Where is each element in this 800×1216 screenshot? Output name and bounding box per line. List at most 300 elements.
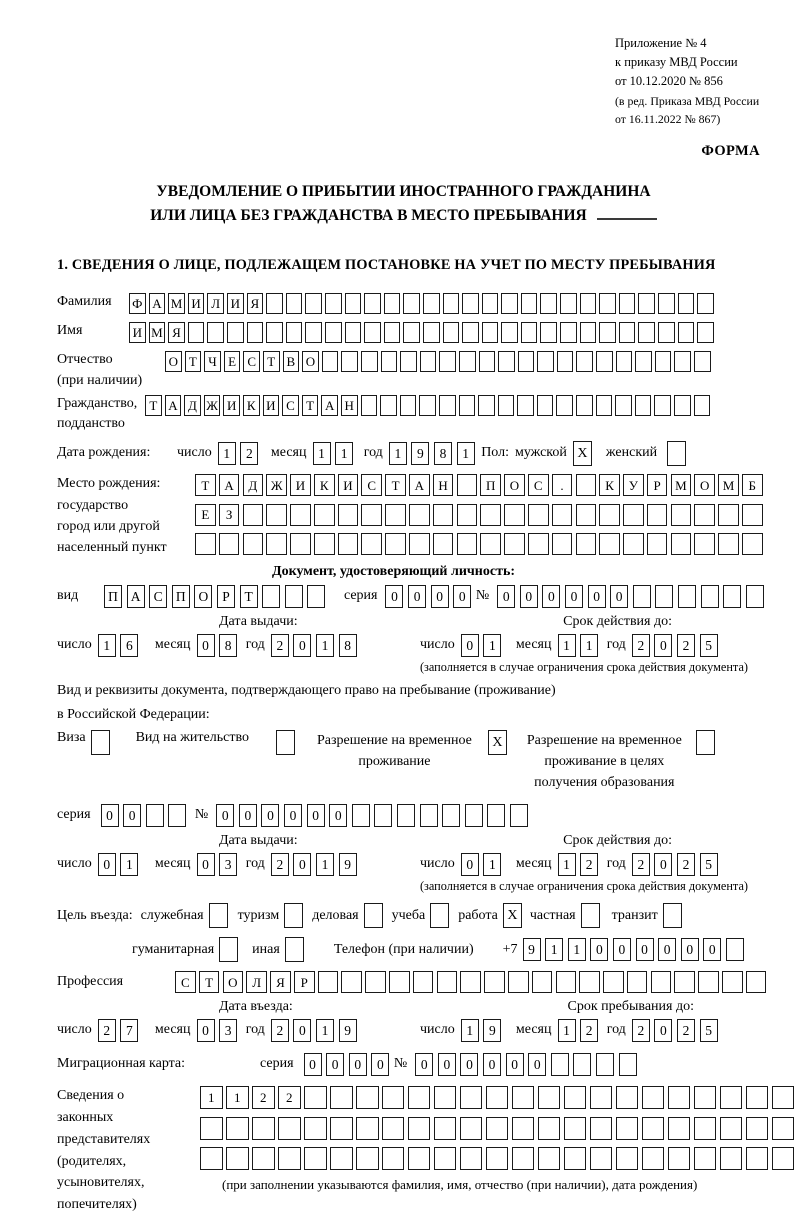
char-cell[interactable]: 0 — [408, 585, 426, 608]
char-cell[interactable]: Л — [246, 971, 267, 993]
char-cell[interactable] — [433, 533, 454, 555]
char-cell[interactable] — [528, 504, 549, 526]
char-cell[interactable] — [266, 293, 283, 314]
char-cell[interactable] — [200, 1117, 223, 1140]
char-cell[interactable] — [443, 322, 460, 343]
char-cell[interactable]: Р — [647, 474, 668, 496]
char-cell[interactable]: 0 — [304, 1053, 322, 1076]
char-cell[interactable] — [384, 322, 401, 343]
char-cell[interactable] — [658, 322, 675, 343]
char-cell[interactable] — [341, 351, 358, 372]
char-cell[interactable]: О — [165, 351, 182, 372]
char-cell[interactable]: 8 — [434, 442, 452, 465]
char-cell[interactable] — [286, 293, 303, 314]
char-cell[interactable] — [501, 293, 518, 314]
char-cell[interactable] — [742, 533, 763, 555]
char-cell[interactable] — [616, 1086, 639, 1109]
char-cell[interactable] — [304, 1147, 327, 1170]
char-cell[interactable] — [305, 322, 322, 343]
char-cell[interactable]: 0 — [197, 634, 215, 657]
char-cell[interactable] — [655, 351, 672, 372]
char-cell[interactable]: 2 — [278, 1086, 301, 1109]
char-cell[interactable]: 0 — [123, 804, 141, 827]
char-cell[interactable] — [322, 351, 339, 372]
char-cell[interactable]: И — [338, 474, 359, 496]
char-cell[interactable]: 1 — [313, 442, 331, 465]
char-cell[interactable] — [615, 395, 632, 416]
char-cell[interactable] — [663, 903, 682, 928]
char-cell[interactable]: 2 — [677, 1019, 695, 1042]
char-cell[interactable] — [364, 322, 381, 343]
char-cell[interactable]: 9 — [483, 1019, 501, 1042]
char-cell[interactable] — [434, 1086, 457, 1109]
char-cell[interactable] — [341, 971, 362, 993]
char-cell[interactable]: Е — [224, 351, 241, 372]
char-cell[interactable]: О — [223, 971, 244, 993]
char-cell[interactable] — [746, 1117, 769, 1140]
char-cell[interactable] — [508, 971, 529, 993]
char-cell[interactable]: 0 — [483, 1053, 501, 1076]
char-cell[interactable] — [647, 533, 668, 555]
char-cell[interactable] — [635, 351, 652, 372]
char-cell[interactable] — [623, 533, 644, 555]
char-cell[interactable] — [697, 322, 714, 343]
char-cell[interactable] — [460, 1117, 483, 1140]
char-cell[interactable]: 0 — [284, 804, 302, 827]
char-cell[interactable]: М — [168, 293, 185, 314]
char-cell[interactable]: 0 — [461, 634, 479, 657]
char-cell[interactable]: З — [219, 504, 240, 526]
char-cell[interactable] — [596, 351, 613, 372]
char-cell[interactable] — [330, 1117, 353, 1140]
char-cell[interactable] — [580, 322, 597, 343]
char-cell[interactable] — [742, 504, 763, 526]
char-cell[interactable]: 1 — [316, 1019, 334, 1042]
char-cell[interactable] — [540, 293, 557, 314]
char-cell[interactable] — [638, 322, 655, 343]
char-cell[interactable] — [484, 971, 505, 993]
char-cell[interactable]: 0 — [197, 1019, 215, 1042]
char-cell[interactable] — [668, 1086, 691, 1109]
char-cell[interactable] — [434, 1117, 457, 1140]
char-cell[interactable]: И — [290, 474, 311, 496]
char-cell[interactable] — [627, 971, 648, 993]
char-cell[interactable]: С — [361, 474, 382, 496]
char-cell[interactable] — [580, 293, 597, 314]
char-cell[interactable]: 0 — [542, 585, 560, 608]
char-cell[interactable]: В — [283, 351, 300, 372]
char-cell[interactable] — [219, 533, 240, 555]
char-cell[interactable] — [701, 585, 719, 608]
char-cell[interactable] — [247, 322, 264, 343]
char-cell[interactable]: 1 — [316, 634, 334, 657]
char-cell[interactable] — [330, 1086, 353, 1109]
char-cell[interactable]: М — [671, 474, 692, 496]
char-cell[interactable] — [540, 322, 557, 343]
char-cell[interactable] — [419, 395, 436, 416]
char-cell[interactable] — [314, 533, 335, 555]
char-cell[interactable] — [382, 1147, 405, 1170]
char-cell[interactable] — [720, 1147, 743, 1170]
char-cell[interactable]: А — [219, 474, 240, 496]
char-cell[interactable]: С — [175, 971, 196, 993]
char-cell[interactable] — [694, 351, 711, 372]
char-cell[interactable] — [718, 533, 739, 555]
char-cell[interactable] — [146, 804, 164, 827]
char-cell[interactable] — [694, 533, 715, 555]
char-cell[interactable]: 0 — [261, 804, 279, 827]
char-cell[interactable] — [462, 293, 479, 314]
char-cell[interactable] — [616, 1147, 639, 1170]
char-cell[interactable] — [457, 504, 478, 526]
char-cell[interactable] — [219, 937, 238, 962]
char-cell[interactable] — [552, 504, 573, 526]
char-cell[interactable]: 5 — [700, 634, 718, 657]
char-cell[interactable]: 0 — [349, 1053, 367, 1076]
char-cell[interactable] — [307, 585, 325, 608]
char-cell[interactable]: 2 — [580, 1019, 598, 1042]
char-cell[interactable]: 0 — [703, 938, 721, 961]
char-cell[interactable]: 2 — [98, 1019, 116, 1042]
char-cell[interactable]: 1 — [580, 634, 598, 657]
char-cell[interactable] — [361, 351, 378, 372]
char-cell[interactable] — [518, 351, 535, 372]
char-cell[interactable] — [443, 293, 460, 314]
char-cell[interactable]: Н — [341, 395, 358, 416]
char-cell[interactable] — [638, 293, 655, 314]
char-cell[interactable]: 0 — [461, 853, 479, 876]
char-cell[interactable]: 0 — [239, 804, 257, 827]
char-cell[interactable] — [667, 441, 686, 466]
char-cell[interactable] — [772, 1147, 795, 1170]
char-cell[interactable] — [642, 1086, 665, 1109]
char-cell[interactable] — [674, 395, 691, 416]
char-cell[interactable]: 0 — [329, 804, 347, 827]
char-cell[interactable] — [590, 1117, 613, 1140]
char-cell[interactable] — [345, 293, 362, 314]
char-cell[interactable] — [599, 322, 616, 343]
char-cell[interactable]: Т — [185, 351, 202, 372]
char-cell[interactable]: Н — [433, 474, 454, 496]
char-cell[interactable]: О — [504, 474, 525, 496]
char-cell[interactable] — [252, 1117, 275, 1140]
char-cell[interactable] — [564, 1086, 587, 1109]
char-cell[interactable] — [408, 1086, 431, 1109]
char-cell[interactable]: М — [149, 322, 166, 343]
char-cell[interactable]: 1 — [483, 634, 501, 657]
char-cell[interactable]: Т — [240, 585, 258, 608]
char-cell[interactable] — [195, 533, 216, 555]
char-cell[interactable]: 1 — [483, 853, 501, 876]
char-cell[interactable] — [655, 585, 673, 608]
char-cell[interactable] — [623, 504, 644, 526]
char-cell[interactable]: 1 — [558, 634, 576, 657]
char-cell[interactable] — [420, 351, 437, 372]
char-cell[interactable]: П — [480, 474, 501, 496]
char-cell[interactable]: 0 — [307, 804, 325, 827]
char-cell[interactable]: 2 — [271, 1019, 289, 1042]
char-cell[interactable]: У — [623, 474, 644, 496]
char-cell[interactable] — [564, 1117, 587, 1140]
char-cell[interactable] — [603, 971, 624, 993]
char-cell[interactable] — [207, 322, 224, 343]
char-cell[interactable] — [437, 971, 458, 993]
char-cell[interactable]: Т — [302, 395, 319, 416]
char-cell[interactable]: 3 — [219, 1019, 237, 1042]
char-cell[interactable] — [356, 1147, 379, 1170]
char-cell[interactable] — [384, 293, 401, 314]
char-cell[interactable] — [356, 1086, 379, 1109]
char-cell[interactable] — [576, 474, 597, 496]
char-cell[interactable] — [478, 395, 495, 416]
char-cell[interactable] — [658, 293, 675, 314]
char-cell[interactable] — [188, 322, 205, 343]
char-cell[interactable] — [262, 585, 280, 608]
char-cell[interactable] — [209, 903, 228, 928]
char-cell[interactable] — [409, 504, 430, 526]
char-cell[interactable]: Я — [270, 971, 291, 993]
char-cell[interactable]: 0 — [453, 585, 471, 608]
char-cell[interactable] — [266, 533, 287, 555]
char-cell[interactable]: 0 — [654, 634, 672, 657]
char-cell[interactable] — [252, 1147, 275, 1170]
char-cell[interactable]: Т — [199, 971, 220, 993]
char-cell[interactable] — [389, 971, 410, 993]
char-cell[interactable] — [576, 504, 597, 526]
char-cell[interactable]: К — [599, 474, 620, 496]
char-cell[interactable] — [647, 504, 668, 526]
char-cell[interactable]: 0 — [588, 585, 606, 608]
char-cell[interactable] — [462, 322, 479, 343]
char-cell[interactable] — [635, 395, 652, 416]
char-cell[interactable]: 1 — [389, 442, 407, 465]
char-cell[interactable] — [552, 533, 573, 555]
char-cell[interactable] — [556, 395, 573, 416]
char-cell[interactable] — [671, 533, 692, 555]
char-cell[interactable] — [345, 322, 362, 343]
char-cell[interactable] — [722, 971, 743, 993]
char-cell[interactable] — [678, 585, 696, 608]
char-cell[interactable] — [403, 293, 420, 314]
char-cell[interactable] — [671, 504, 692, 526]
char-cell[interactable] — [599, 504, 620, 526]
char-cell[interactable] — [459, 351, 476, 372]
char-cell[interactable] — [576, 533, 597, 555]
char-cell[interactable] — [674, 971, 695, 993]
char-cell[interactable] — [746, 1147, 769, 1170]
char-cell[interactable]: И — [227, 293, 244, 314]
char-cell[interactable] — [439, 351, 456, 372]
char-cell[interactable]: И — [263, 395, 280, 416]
char-cell[interactable]: 0 — [385, 585, 403, 608]
char-cell[interactable]: О — [194, 585, 212, 608]
char-cell[interactable] — [581, 903, 600, 928]
char-cell[interactable]: А — [127, 585, 145, 608]
char-cell[interactable]: 1 — [461, 1019, 479, 1042]
char-cell[interactable] — [537, 395, 554, 416]
char-cell[interactable] — [726, 938, 744, 961]
char-cell[interactable]: Р — [217, 585, 235, 608]
char-cell[interactable]: 0 — [101, 804, 119, 827]
char-cell[interactable] — [400, 351, 417, 372]
char-cell[interactable]: 2 — [252, 1086, 275, 1109]
char-cell[interactable]: 0 — [460, 1053, 478, 1076]
char-cell[interactable] — [696, 730, 715, 755]
char-cell[interactable] — [385, 533, 406, 555]
char-cell[interactable]: Т — [385, 474, 406, 496]
char-cell[interactable] — [330, 1147, 353, 1170]
char-cell[interactable] — [537, 351, 554, 372]
char-cell[interactable] — [560, 322, 577, 343]
char-cell[interactable]: Т — [145, 395, 162, 416]
char-cell[interactable]: С — [243, 351, 260, 372]
char-cell[interactable] — [480, 533, 501, 555]
char-cell[interactable] — [364, 293, 381, 314]
char-cell[interactable] — [382, 1086, 405, 1109]
char-cell[interactable]: Ж — [266, 474, 287, 496]
char-cell[interactable]: Т — [195, 474, 216, 496]
char-cell[interactable]: 0 — [438, 1053, 456, 1076]
char-cell[interactable] — [361, 533, 382, 555]
char-cell[interactable] — [532, 971, 553, 993]
char-cell[interactable]: 0 — [681, 938, 699, 961]
char-cell[interactable]: Ж — [204, 395, 221, 416]
char-cell[interactable] — [266, 504, 287, 526]
char-cell[interactable]: 3 — [219, 853, 237, 876]
char-cell[interactable] — [772, 1117, 795, 1140]
char-cell[interactable]: Я — [168, 322, 185, 343]
char-cell[interactable] — [243, 504, 264, 526]
char-cell[interactable]: С — [282, 395, 299, 416]
char-cell[interactable]: 1 — [316, 853, 334, 876]
char-cell[interactable]: 2 — [632, 853, 650, 876]
char-cell[interactable] — [423, 322, 440, 343]
char-cell[interactable] — [434, 1147, 457, 1170]
char-cell[interactable] — [433, 504, 454, 526]
char-cell[interactable]: 2 — [240, 442, 258, 465]
char-cell[interactable] — [616, 1117, 639, 1140]
char-cell[interactable] — [380, 395, 397, 416]
char-cell[interactable] — [266, 322, 283, 343]
char-cell[interactable]: 1 — [558, 1019, 576, 1042]
char-cell[interactable]: 1 — [120, 853, 138, 876]
char-cell[interactable] — [564, 1147, 587, 1170]
char-cell[interactable]: 0 — [610, 585, 628, 608]
char-cell[interactable] — [168, 804, 186, 827]
char-cell[interactable]: О — [694, 474, 715, 496]
char-cell[interactable]: 9 — [339, 853, 357, 876]
char-cell[interactable]: 0 — [415, 1053, 433, 1076]
char-cell[interactable] — [290, 533, 311, 555]
char-cell[interactable] — [556, 971, 577, 993]
char-cell[interactable] — [408, 1117, 431, 1140]
char-cell[interactable]: 0 — [371, 1053, 389, 1076]
char-cell[interactable] — [616, 351, 633, 372]
char-cell[interactable] — [599, 293, 616, 314]
char-cell[interactable] — [576, 395, 593, 416]
char-cell[interactable] — [678, 293, 695, 314]
char-cell[interactable] — [538, 1086, 561, 1109]
char-cell[interactable] — [457, 474, 478, 496]
char-cell[interactable]: Д — [243, 474, 264, 496]
char-cell[interactable]: 2 — [632, 1019, 650, 1042]
char-cell[interactable]: 0 — [590, 938, 608, 961]
char-cell[interactable] — [480, 504, 501, 526]
char-cell[interactable]: Д — [184, 395, 201, 416]
char-cell[interactable] — [504, 504, 525, 526]
char-cell[interactable]: М — [718, 474, 739, 496]
char-cell[interactable] — [486, 1117, 509, 1140]
char-cell[interactable] — [538, 1147, 561, 1170]
char-cell[interactable] — [642, 1147, 665, 1170]
char-cell[interactable] — [226, 1117, 249, 1140]
char-cell[interactable]: 0 — [506, 1053, 524, 1076]
char-cell[interactable] — [678, 322, 695, 343]
char-cell[interactable] — [619, 1053, 637, 1076]
char-cell[interactable]: 5 — [700, 853, 718, 876]
char-cell[interactable] — [352, 804, 370, 827]
char-cell[interactable]: Е — [195, 504, 216, 526]
char-cell[interactable] — [596, 395, 613, 416]
char-cell[interactable] — [772, 1086, 795, 1109]
char-cell[interactable] — [325, 293, 342, 314]
char-cell[interactable] — [654, 395, 671, 416]
char-cell[interactable] — [409, 533, 430, 555]
char-cell[interactable]: 1 — [545, 938, 563, 961]
char-cell[interactable] — [423, 293, 440, 314]
char-cell[interactable] — [723, 585, 741, 608]
char-cell[interactable] — [305, 293, 322, 314]
char-cell[interactable] — [356, 1117, 379, 1140]
char-cell[interactable]: 2 — [271, 634, 289, 657]
char-cell[interactable]: К — [314, 474, 335, 496]
char-cell[interactable]: 1 — [568, 938, 586, 961]
char-cell[interactable] — [486, 1086, 509, 1109]
char-cell[interactable] — [276, 730, 295, 755]
char-cell[interactable] — [512, 1086, 535, 1109]
char-cell[interactable] — [498, 395, 515, 416]
char-cell[interactable] — [459, 395, 476, 416]
char-cell[interactable]: 0 — [216, 804, 234, 827]
char-cell[interactable] — [512, 1147, 535, 1170]
char-cell[interactable]: Б — [742, 474, 763, 496]
char-cell[interactable] — [486, 1147, 509, 1170]
char-cell[interactable] — [501, 322, 518, 343]
char-cell[interactable] — [364, 903, 383, 928]
char-cell[interactable]: Л — [207, 293, 224, 314]
char-cell[interactable] — [697, 293, 714, 314]
char-cell[interactable] — [668, 1147, 691, 1170]
char-cell[interactable] — [479, 351, 496, 372]
char-cell[interactable]: 8 — [339, 634, 357, 657]
char-cell[interactable] — [457, 533, 478, 555]
char-cell[interactable] — [400, 395, 417, 416]
char-cell[interactable] — [498, 351, 515, 372]
char-cell[interactable]: 2 — [677, 634, 695, 657]
char-cell[interactable] — [381, 351, 398, 372]
char-cell[interactable]: Ч — [204, 351, 221, 372]
char-cell[interactable] — [290, 504, 311, 526]
char-cell[interactable]: 0 — [326, 1053, 344, 1076]
char-cell[interactable] — [374, 804, 392, 827]
char-cell[interactable] — [408, 1147, 431, 1170]
char-cell[interactable]: 9 — [523, 938, 541, 961]
char-cell[interactable] — [278, 1147, 301, 1170]
char-cell[interactable] — [442, 804, 460, 827]
char-cell[interactable]: А — [409, 474, 430, 496]
char-cell[interactable] — [538, 1117, 561, 1140]
char-cell[interactable]: А — [165, 395, 182, 416]
